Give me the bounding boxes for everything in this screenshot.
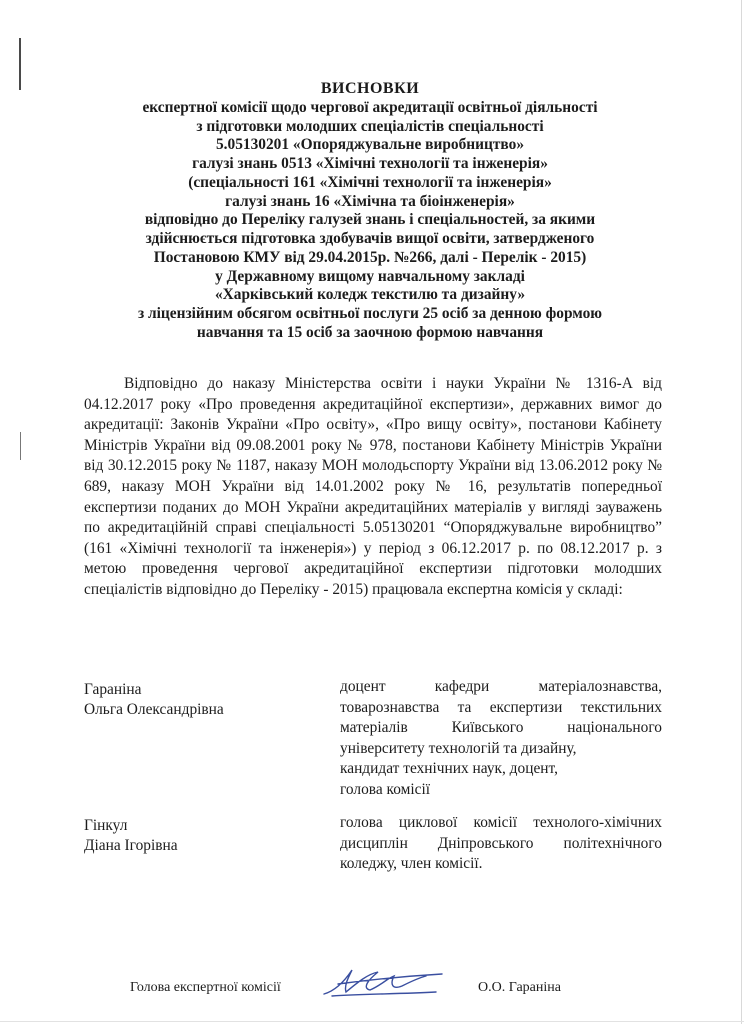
member-role-line: голова комісії — [340, 780, 431, 798]
binder-mark — [20, 432, 21, 460]
body-paragraph: Відповідно до наказу Міністерства освіти і науки України № 1316-А від 04.12.2017 року «Про проведення акредитаційної експертизи», державних вимог до акредитації: Законів України «Про освіту», «Про вищу освіту», постанови Кабінету Міністрів України від 09.08.2001 року № 978, постанови Кабінету Міністрів України від 30.12.2015 року № 1187, наказу МОН молодьспорту України від 13.06.2012 року № 689, наказу МОН України від 14.01.2002 року № 16, результатів попередньої експертизи поданих до МОН України акредитаційних матеріалів у вигляді зауважень по акредитаційній справі спеціальності 5.05130201 “Опоряджувальне виробництво” (161 «Хімічні технології та інженерія») у період з 06.12.2017 р. по 08.12.2017 р. з метою проведення чергової акредитаційної експертизи підготовки молодших спеціалістів відповідно до Переліку - 2015) працювала експертна комісія у складі: — [84, 375, 662, 598]
member-surname: Гараніна — [84, 681, 142, 698]
signatory-name: О.О. Гараніна — [478, 980, 561, 995]
heading-line: галузі знань 16 «Хімічна та біоінженерія» — [225, 192, 515, 210]
handwritten-signature — [318, 964, 448, 1000]
heading-line: з підготовки молодших спеціалістів спеціальності — [196, 117, 544, 135]
heading-line: (спеціальності 161 «Хімічні технології та інженерія» — [188, 173, 552, 191]
heading-line: Постановою КМУ від 29.04.2015р. №266, далі - Перелік - 2015) — [153, 248, 587, 266]
heading-line: «Харківський коледж текстилю та дизайну» — [214, 286, 526, 304]
heading-line: 5.05130201 «Опоряджувальне виробництво» — [215, 136, 525, 154]
member-surname: Гінкул — [84, 817, 128, 834]
binder-mark — [19, 38, 21, 90]
heading-line: відповідно до Переліку галузей знань і спеціальностей, за якими — [144, 211, 596, 229]
member-role — [340, 813, 662, 875]
member-role — [340, 677, 662, 800]
heading-line: з ліцензійним обсягом освітньої послуги 25 осіб за денною формою — [137, 305, 603, 322]
member-role-line: кандидат технічних наук, доцент, — [340, 760, 558, 777]
heading-line: експертної комісії щодо чергової акредитації освітньої діяльності — [142, 98, 598, 116]
member-name — [84, 680, 314, 720]
scan-edge-right — [741, 0, 742, 1024]
heading-line: навчання та 15 осіб за заочною формою навчання — [196, 323, 544, 341]
document-heading — [60, 80, 680, 343]
heading-line: галузі знань 0513 «Хімічні технології та інженерія» — [192, 155, 548, 172]
document-title: ВИСНОВКИ — [320, 80, 420, 97]
member-role-text: голова циклової комісії технолого-хімічних дисциплін Дніпровського політехнічного коледжу, член комісії. — [340, 814, 662, 872]
heading-line: у Державному вищому навчальному закладі — [215, 267, 525, 285]
heading-line: здійснюється підготовка здобувачів вищої освіти, затвердженого — [145, 230, 595, 247]
member-given-names: Діана Ігорівна — [84, 837, 178, 854]
member-given-names: Ольга Олександрівна — [84, 701, 224, 718]
member-role-text: доцент кафедри матеріалознавства, товарознавства та експертизи текстильних матеріалів Київського національного університету технологій та дизайну, — [340, 678, 662, 757]
signature-label: Голова експертної комісії — [130, 980, 281, 995]
scan-edge-bottom — [0, 1021, 744, 1022]
member-name — [84, 816, 314, 856]
